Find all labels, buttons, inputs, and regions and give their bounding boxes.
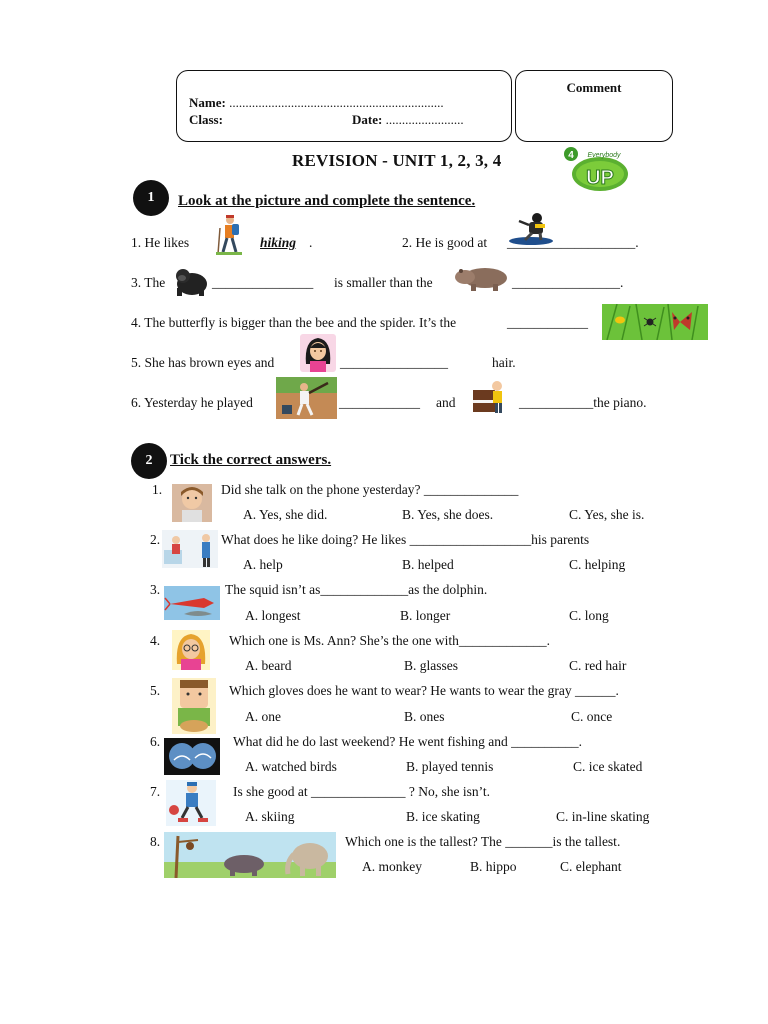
- s2-q7-option-b[interactable]: B. ice skating: [406, 809, 480, 824]
- girl-picture-icon: [300, 334, 336, 372]
- s2-q8-option-c[interactable]: C. elephant: [560, 859, 622, 874]
- s1-q1-prefix: 1. He likes: [131, 235, 190, 250]
- phone-girl-picture-icon: [172, 484, 212, 522]
- s2-q1-option-c[interactable]: C. Yes, she is.: [569, 507, 645, 522]
- binoculars-picture-icon: [164, 738, 220, 775]
- s2-q3-option-a[interactable]: A. longest: [245, 608, 301, 623]
- s2-q4-text: Which one is Ms. Ann? She’s the one with_____________.: [229, 633, 550, 648]
- section-1-number: 1: [133, 180, 169, 216]
- s1-q4-blank[interactable]: ____________: [507, 315, 588, 330]
- s2-q6-text: What did he do last weekend? He went fishing and __________.: [233, 734, 583, 749]
- animals-picture-icon: [164, 832, 336, 878]
- s1-q1-answer: hiking: [260, 235, 297, 250]
- s1-q3-blank1[interactable]: _______________: [212, 275, 314, 290]
- s1-q3-prefix: 3. The: [131, 275, 166, 290]
- hiker-picture-icon: [212, 214, 246, 256]
- piano-picture-icon: [469, 376, 509, 416]
- s2-q2-option-b[interactable]: B. helped: [402, 557, 454, 572]
- s2-q4-number: 4.: [150, 633, 161, 648]
- s2-q1-number: 1.: [152, 482, 163, 497]
- s2-q2-text: What does he like doing? He likes __________________his parents: [221, 532, 590, 547]
- s2-q5-option-a[interactable]: A. one: [245, 709, 281, 724]
- helping-parents-picture-icon: [162, 530, 218, 568]
- s2-q2-option-c[interactable]: C. helping: [569, 557, 626, 572]
- s2-q6-option-b[interactable]: B. played tennis: [406, 759, 494, 774]
- s2-q8-text: Which one is the tallest? The _______is the tallest.: [345, 834, 621, 849]
- class-label: Class:: [189, 112, 223, 127]
- s2-q7-option-a[interactable]: A. skiing: [245, 809, 295, 824]
- s1-q6-blank2[interactable]: ___________the piano.: [519, 395, 647, 410]
- s1-q5-prefix: 5. She has brown eyes and: [131, 355, 275, 370]
- date-label: Date:: [352, 112, 383, 127]
- s2-q3-option-c[interactable]: C. long: [569, 608, 609, 623]
- skating-girl-picture-icon: [166, 780, 216, 826]
- s1-q4-text: 4. The butterfly is bigger than the bee and the spider. It’s the: [131, 315, 457, 330]
- s2-q1-option-a[interactable]: A. Yes, she did.: [243, 507, 328, 522]
- baseball-picture-icon: [276, 377, 337, 419]
- worksheet-title: REVISION - UNIT 1, 2, 3, 4: [292, 151, 502, 170]
- s1-q6-mid: and: [436, 395, 456, 410]
- s2-q6-number: 6.: [150, 734, 161, 749]
- date-field[interactable]: ........................: [385, 112, 464, 127]
- everybody-up-logo-icon: [562, 144, 632, 194]
- gorilla-picture-icon: [173, 266, 209, 296]
- s2-q7-number: 7.: [150, 784, 161, 799]
- s1-q5-blank[interactable]: ________________: [340, 355, 448, 370]
- logo-top-text: Everybody: [587, 152, 621, 159]
- s1-q1-suffix: .: [309, 235, 313, 250]
- s2-q2-number: 2.: [150, 532, 161, 547]
- s2-q4-option-c[interactable]: C. red hair: [569, 658, 627, 673]
- s2-q5-option-b[interactable]: B. ones: [404, 709, 445, 724]
- logo-main-text: UP: [586, 167, 614, 189]
- s2-q8-option-a[interactable]: A. monkey: [362, 859, 422, 874]
- s1-q5-suffix: hair.: [492, 355, 516, 370]
- s2-q4-option-a[interactable]: A. beard: [245, 658, 292, 673]
- s1-q6-blank1[interactable]: ____________: [339, 395, 420, 410]
- s2-q8-number: 8.: [150, 834, 161, 849]
- s2-q6-option-c[interactable]: C. ice skated: [573, 759, 643, 774]
- s2-q3-option-b[interactable]: B. longer: [400, 608, 451, 623]
- s2-q1-option-b[interactable]: B. Yes, she does.: [402, 507, 494, 522]
- s2-q6-option-a[interactable]: A. watched birds: [245, 759, 337, 774]
- ms-ann-picture-icon: [172, 630, 210, 670]
- name-label: Name:: [189, 95, 226, 110]
- s1-q3-blank2[interactable]: ________________.: [512, 275, 624, 290]
- name-row: [189, 95, 444, 111]
- section-2-number: 2: [131, 443, 167, 479]
- date-row: [352, 112, 464, 128]
- s2-q5-number: 5.: [150, 683, 161, 698]
- s2-q4-option-b[interactable]: B. glasses: [404, 658, 458, 673]
- squid-dolphin-picture-icon: [164, 586, 220, 620]
- s2-q3-number: 3.: [150, 582, 161, 597]
- section-1-title: Look at the picture and complete the sentence.: [178, 193, 476, 209]
- comment-label: Comment: [566, 80, 622, 95]
- s1-q2-blank[interactable]: ___________________.: [507, 235, 639, 250]
- s2-q8-option-b[interactable]: B. hippo: [470, 859, 517, 874]
- s2-q5-option-c[interactable]: C. once: [571, 709, 613, 724]
- s2-q7-text: Is she good at ______________ ? No, she isn’t.: [233, 784, 490, 799]
- logo-badge: 4: [568, 150, 574, 161]
- s1-q6-prefix: 6. Yesterday he played: [131, 395, 253, 410]
- section-2-title: Tick the correct answers.: [170, 452, 332, 468]
- insects-picture-icon: [602, 304, 708, 340]
- s1-q3-mid: is smaller than the: [334, 275, 433, 290]
- hippo-picture-icon: [453, 262, 511, 292]
- name-field[interactable]: ..................................................................: [229, 95, 444, 110]
- class-row: [189, 112, 223, 128]
- s2-q2-option-a[interactable]: A. help: [243, 557, 283, 572]
- s1-q2-prefix: 2. He is good at: [402, 235, 488, 250]
- s2-q7-option-c[interactable]: C. in-line skating: [556, 809, 650, 824]
- s2-q5-text: Which gloves does he want to wear? He wants to wear the gray ______.: [229, 683, 619, 698]
- s2-q3-text: The squid isn’t as_____________as the dolphin.: [225, 582, 488, 597]
- gloves-boy-picture-icon: [172, 678, 216, 734]
- s2-q1-text: Did she talk on the phone yesterday? ______________: [221, 482, 519, 497]
